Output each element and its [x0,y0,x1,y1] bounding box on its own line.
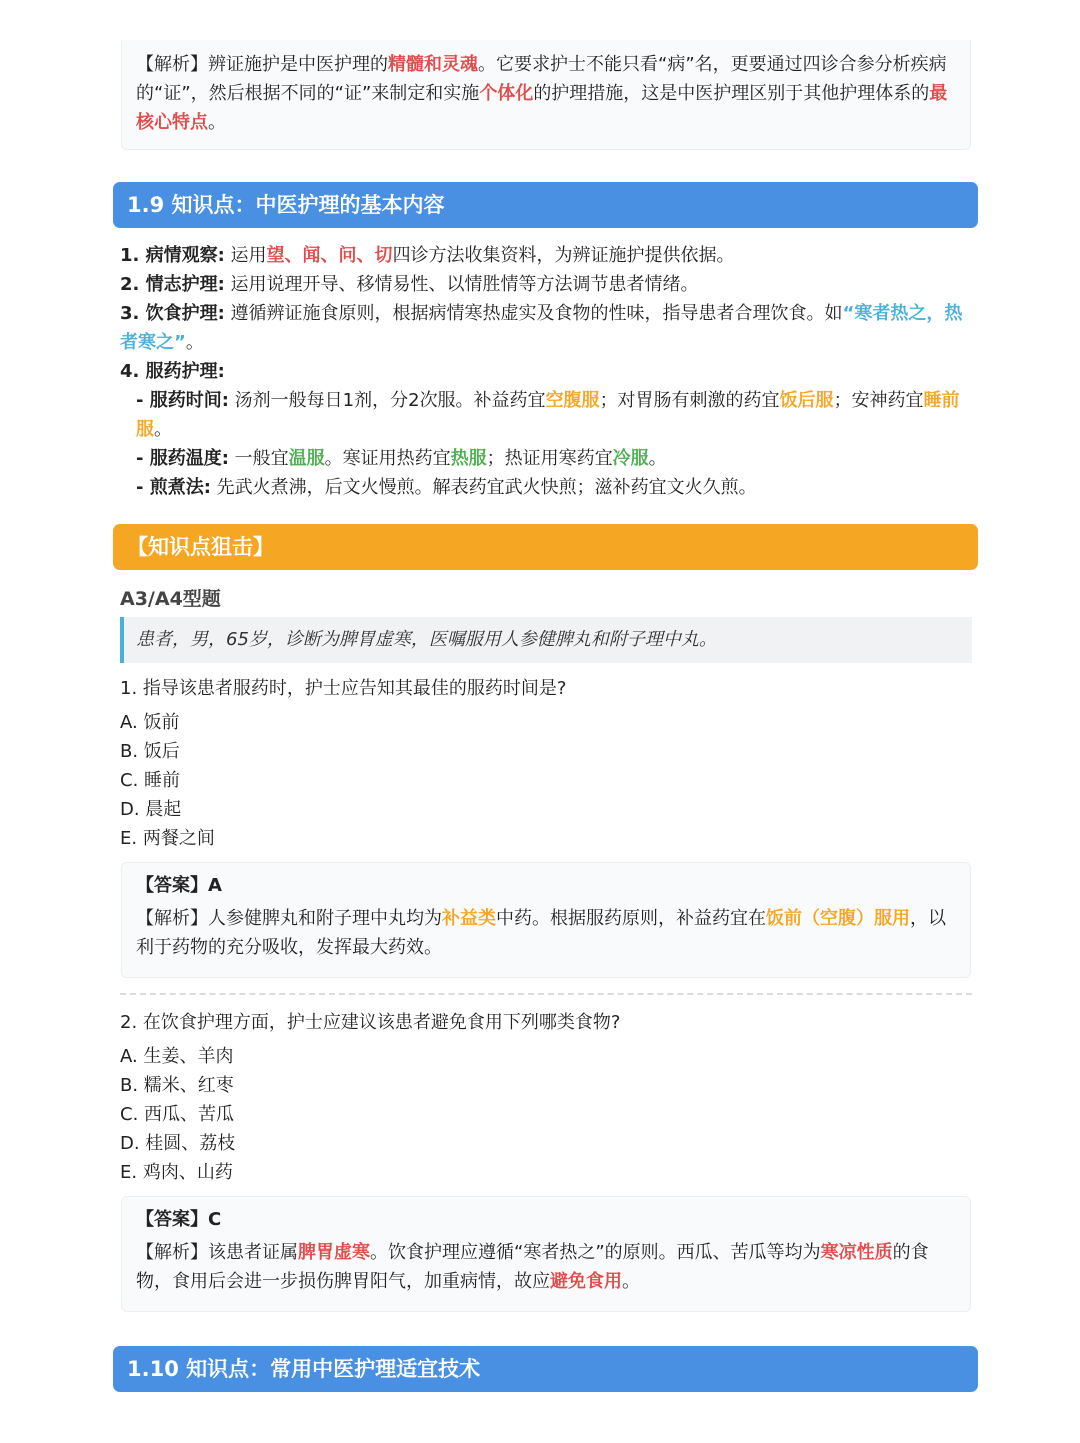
question-1 [120,674,970,853]
divider [120,993,972,995]
analysis-text: 【解析】辨证施护是中医护理的 [136,54,388,75]
sub-item-emphasis: 睡前服 [136,390,960,440]
sub-item-label: - 服药温度: [136,448,229,469]
sub-item-emphasis: 饭后服 [779,390,834,411]
sub-item-text: ；安神药宜 [833,390,924,411]
sub-item-text: 汤剂一般每日1剂，分2次服。补益药宜 [228,390,546,411]
option-a: A. 生姜、羊肉 [120,1046,234,1067]
analysis-text: ，以利于药物的充分吸收，发挥最大药效。 [136,908,946,958]
item-emphasis: “寒者热之，热者寒之” [120,303,963,353]
analysis-text: 。饮食护理应遵循“寒者热之”的原则。西瓜、苦瓜等均为 [370,1242,821,1263]
option-d: D. 桂圆、荔枝 [120,1133,236,1154]
sub-item-decoct [120,473,970,502]
analysis-emphasis: 寒凉性质 [820,1242,893,1263]
analysis-text: 的食物，食用后会进一步损伤脾胃阳气，加重病情，故应 [136,1242,929,1292]
list-item [120,357,970,386]
item-label: 2. 情志护理: [120,274,225,295]
analysis-emphasis: 最核心特点 [136,83,948,133]
section-1-9-content [120,241,970,502]
sub-item-text: 。 [648,448,667,469]
top-analysis-box [121,40,971,150]
sub-item-text: ；热证用寒药宜 [486,448,613,469]
question-2 [120,1008,970,1187]
item-text: 。 [185,332,204,353]
analysis-text: 。 [622,1271,640,1292]
sub-item-text: 先武火煮沸，后文火慢煎。解表药宜武火快煎；滋补药宜文火久煎。 [210,477,757,498]
sub-item-text: 。 [154,419,172,440]
answer-analysis [136,904,956,962]
answer-box-1 [121,862,971,978]
list-item [120,241,970,270]
analysis-emphasis: 个体化 [479,83,534,104]
sub-item-text: ；对胃肠有刺激的药宜 [599,390,780,411]
option-d: D. 晨起 [120,799,182,820]
answer-title: 【答案】A [136,875,222,896]
sub-item-label: - 煎煮法: [136,477,211,498]
option-c: C. 睡前 [120,770,181,791]
analysis-text: 的护理措施，这是中医护理区别于其他护理体系的 [533,83,930,104]
item-text: 四诊方法收集资料，为辨证施护提供依据。 [392,245,735,266]
item-text: 运用说理开导、移情易性、以情胜情等方法调节患者情绪。 [224,274,699,295]
analysis-text: 【解析】人参健脾丸和附子理中丸均为 [136,908,442,929]
option-b: B. 饭后 [120,741,180,762]
analysis-emphasis: 精髓和灵魂 [388,54,478,75]
analysis-text: 。 [208,112,226,133]
option-e: E. 鸡肉、山药 [120,1162,233,1183]
sub-item-emphasis: 空腹服 [545,390,600,411]
sub-item-temp [120,444,970,473]
case-description: 患者，男，65岁，诊断为脾胃虚寒，医嘱服用人参健脾丸和附子理中丸。 [120,617,972,663]
analysis-emphasis: 避免食用 [550,1271,622,1292]
section-header-1-9: 1.9 知识点：中医护理的基本内容 [113,182,978,228]
analysis-emphasis: 脾胃虚寒 [298,1242,370,1263]
analysis-emphasis: 补益类 [442,908,496,929]
list-item [120,299,970,357]
list-item [120,270,970,299]
option-c: C. 西瓜、苦瓜 [120,1104,235,1125]
sub-item-text: 一般宜 [228,448,289,469]
option-b: B. 糯米、红枣 [120,1075,234,1096]
item-text: 遵循辨证施食原则，根据病情寒热虚实及食物的性味，指导患者合理饮食。如 [224,303,843,324]
item-label: 3. 饮食护理: [120,303,225,324]
sub-item-label: - 服药时间: [136,390,229,411]
option-e: E. 两餐之间 [120,828,215,849]
analysis-text: 【解析】该患者证属 [136,1242,298,1263]
item-label: 1. 病情观察: [120,245,225,266]
sub-item-time [120,386,970,444]
answer-box-2 [121,1196,971,1312]
sniper-header: 【知识点狙击】 [113,524,978,570]
question-stem: 1. 指导该患者服药时，护士应告知其最佳的服药时间是? [120,678,567,699]
answer-analysis [136,1238,956,1296]
sub-item-emphasis: 冷服 [612,448,649,469]
item-label: 4. 服药护理: [120,361,225,382]
section-header-1-10: 1.10 知识点：常用中医护理适宜技术 [113,1346,978,1392]
item-text: 运用 [224,245,267,266]
question-type: A3/A4型题 [120,588,221,610]
analysis-emphasis: 饭前（空腹）服用 [766,908,910,929]
answer-title: 【答案】C [136,1209,222,1230]
analysis-text: 中药。根据服药原则，补益药宜在 [496,908,766,929]
item-emphasis: 望、闻、问、切 [266,245,393,266]
question-stem: 2. 在饮食护理方面，护士应建议该患者避免食用下列哪类食物? [120,1012,621,1033]
option-a: A. 饭前 [120,712,180,733]
sub-item-emphasis: 热服 [450,448,487,469]
analysis-text: 。它要求护士不能只看“病”名，更要通过四诊合参分析疾病的“证”，然后根据不同的“证”来制定和实施 [136,54,947,104]
sub-item-emphasis: 温服 [288,448,325,469]
sub-item-text: 。寒证用热药宜 [324,448,451,469]
